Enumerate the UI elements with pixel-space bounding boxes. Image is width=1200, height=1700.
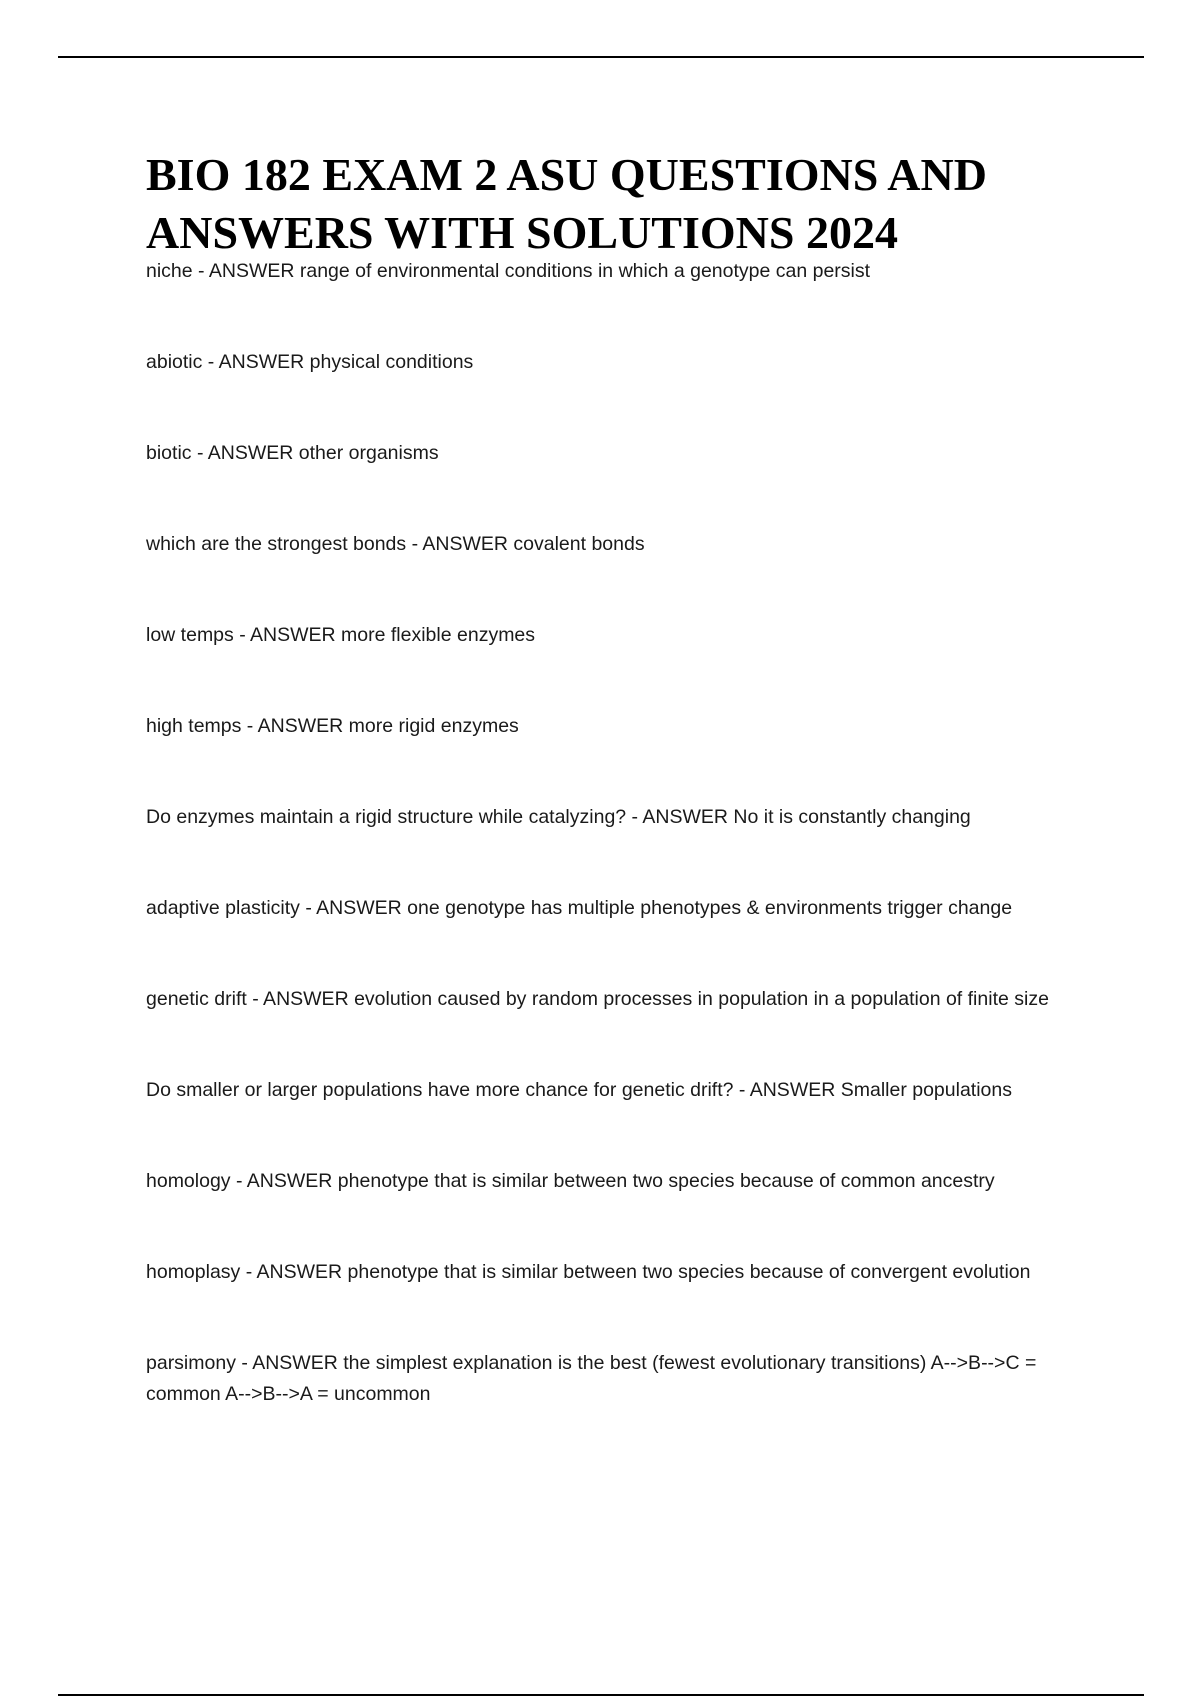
qa-entry: adaptive plasticity - ANSWER one genotype has multiple phenotypes & environments trigger change	[146, 897, 1013, 919]
qa-entry: high temps - ANSWER more rigid enzymes	[146, 715, 519, 737]
qa-entry: Do smaller or larger populations have more chance for genetic drift? - ANSWER Smaller populations	[146, 1079, 1012, 1101]
qa-entry: abiotic - ANSWER physical conditions	[146, 351, 474, 373]
qa-entry: parsimony - ANSWER the simplest explanation is the best (fewest evolutionary transitions) A-->B-->C = common A-->B-->A = uncommon	[146, 1352, 1037, 1405]
qa-entry: homoplasy - ANSWER phenotype that is similar between two species because of convergent evolution	[146, 1261, 1031, 1283]
qa-entry: genetic drift - ANSWER evolution caused by random processes in population in a population of finite size	[146, 988, 1049, 1010]
header-divider	[58, 56, 1144, 58]
qa-entry: biotic - ANSWER other organisms	[146, 442, 439, 464]
qa-entry: niche - ANSWER range of environmental conditions in which a genotype can persist	[146, 260, 871, 282]
page-title: BIO 182 EXAM 2 ASU QUESTIONS AND ANSWERS WITH SOLUTIONS 2024	[146, 149, 987, 258]
footer-divider	[58, 1694, 1144, 1696]
qa-entry: low temps - ANSWER more flexible enzymes	[146, 624, 536, 646]
qa-entry: homology - ANSWER phenotype that is similar between two species because of common ancestry	[146, 1170, 995, 1192]
qa-entry: which are the strongest bonds - ANSWER covalent bonds	[146, 533, 645, 555]
qa-list	[146, 256, 1086, 1439]
qa-entry: Do enzymes maintain a rigid structure while catalyzing? - ANSWER No it is constantly changing	[146, 806, 971, 828]
